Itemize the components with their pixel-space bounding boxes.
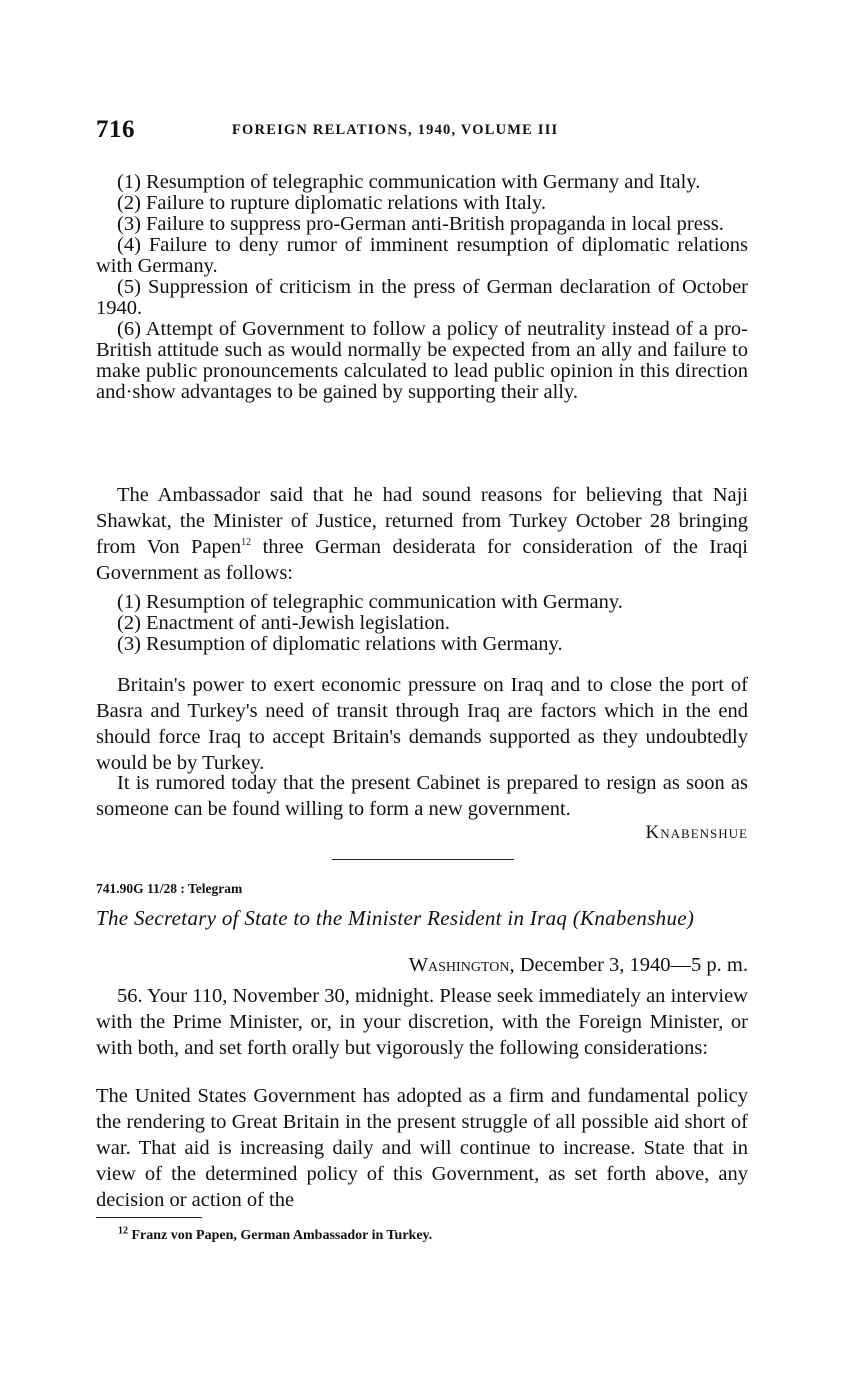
- running-head: FOREIGN RELATIONS, 1940, VOLUME III: [232, 122, 559, 138]
- desiderata-list: [96, 592, 748, 655]
- paragraph-text: 56. Your 110, November 30, midnight. Please seek immediately an interview with the Prime Minister, or, in your discretion, with the Foreign Minister, or with both, and set forth orally but vigorously the following considerations:: [96, 985, 748, 1059]
- page-header: [96, 116, 748, 146]
- body-paragraph: [96, 1083, 748, 1213]
- list-item: (4) Failure to deny rumor of imminent resumption of diplomatic relations with Germany.: [96, 234, 748, 277]
- body-paragraph: [96, 482, 748, 586]
- footnote: [118, 1225, 433, 1244]
- list-item: (2) Enactment of anti-Jewish legislation.: [117, 612, 451, 634]
- footnote-number: 12: [118, 1225, 128, 1237]
- list-item: (6) Attempt of Government to follow a policy of neutrality instead of a pro-British attitude such as would normally be expected from an ally and failure to make public pronouncements calculated to lead public opinion in this direction and·show advantages to be gained by supporting their ally.: [96, 318, 748, 403]
- body-paragraph: [96, 983, 748, 1061]
- footnote-text: Franz von Papen, German Ambassador in Turkey.: [128, 1228, 433, 1243]
- page-number: 716: [96, 116, 135, 143]
- list-item: (1) Resumption of telegraphic communication with Germany.: [117, 591, 623, 613]
- list-item: (3) Failure to suppress pro-German anti-British propaganda in local press.: [117, 213, 724, 235]
- paragraph-text: three German desiderata for consideration of the Iraqi Government as follows:: [96, 536, 748, 584]
- footnote-ref: 12: [241, 537, 252, 549]
- document-title: The Secretary of State to the Minister Resident in Iraq (Knabenshue): [96, 906, 695, 930]
- paragraph-text: Britain's power to exert economic pressure on Iraq and to close the port of Basra and Turkey's need of transit through Iraq are factors which in the end should force Iraq to accept Britain's demands supported as they undoubtedly would be by Turkey.: [96, 674, 748, 774]
- list-item: (2) Failure to rupture diplomatic relations with Italy.: [117, 192, 547, 214]
- paragraph-text: It is rumored today that the present Cabinet is prepared to resign as soon as someone can be found willing to form a new government.: [96, 772, 748, 820]
- body-paragraph: [96, 770, 748, 822]
- section-divider: [332, 859, 514, 860]
- signature: Knabenshue: [645, 822, 748, 843]
- file-reference: 741.90G 11/28 : Telegram: [96, 881, 243, 896]
- footnote-rule: [96, 1217, 202, 1218]
- grievance-list: [96, 172, 748, 403]
- paragraph-text: The Ambassador said that he had sound reasons for believing that Naji Shawkat, the Minister of Justice, returned from Turkey October 28 bringing from Von Papen: [96, 484, 748, 558]
- dateline-date: , December 3, 1940—5 p. m.: [509, 954, 748, 976]
- paragraph-text: The United States Government has adopted as a firm and fundamental policy the rendering to Great Britain in the present struggle of all possible aid short of war. That aid is increasing daily and will continue to increase. State that in view of the determined policy of this Government, as set forth above, any decision or action of the: [96, 1085, 748, 1211]
- list-item: (1) Resumption of telegraphic communication with Germany and Italy.: [117, 171, 701, 193]
- list-item: (5) Suppression of criticism in the press of German declaration of October 1940.: [96, 276, 748, 319]
- dateline: [409, 954, 748, 977]
- dateline-place: Washington: [408, 954, 510, 976]
- list-item: (3) Resumption of diplomatic relations with Germany.: [117, 633, 563, 655]
- body-paragraph: [96, 672, 748, 776]
